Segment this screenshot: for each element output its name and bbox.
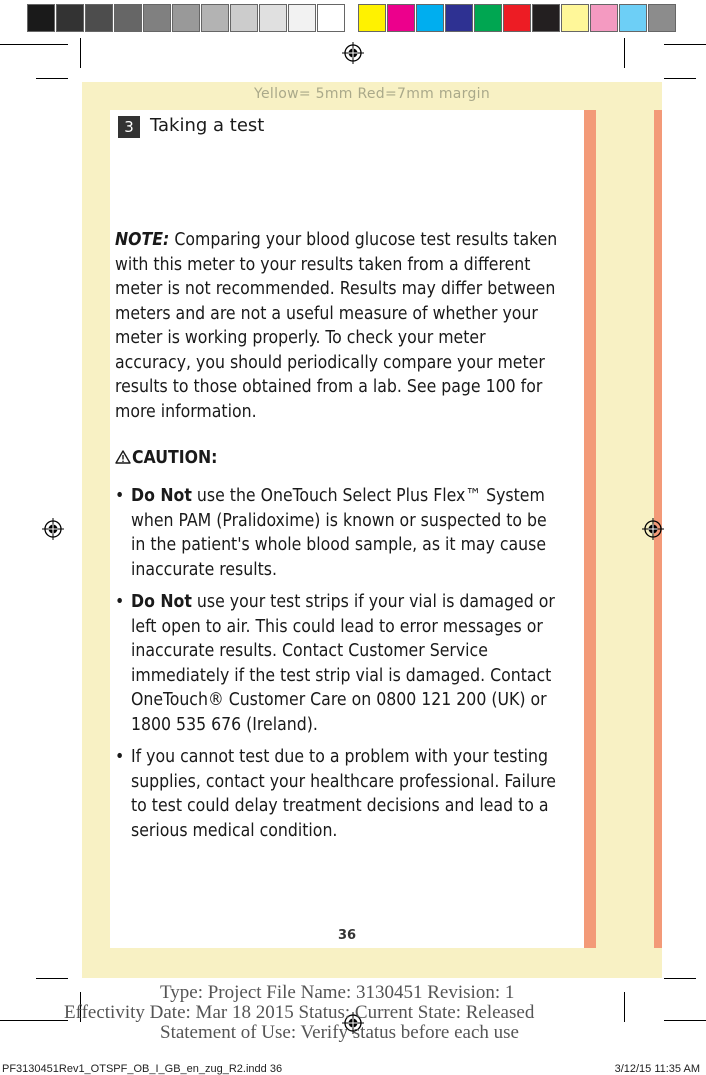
section-title: Taking a test — [150, 115, 265, 136]
bullet-emphasis: Do Not — [131, 486, 192, 506]
color-swatch — [503, 4, 531, 32]
gray-swatch — [288, 4, 316, 32]
color-swatch — [474, 4, 502, 32]
bullet: • — [115, 592, 125, 612]
color-swatch — [358, 4, 386, 32]
list-item — [115, 484, 560, 582]
crop-mark — [36, 78, 68, 79]
status-line-3: Statement of Use: Verify status before each use — [160, 1022, 519, 1043]
section-number-badge: 3 — [118, 116, 140, 138]
registration-mark-icon — [342, 42, 364, 64]
bullet-text: use the OneTouch Select Plus Flex™ System when PAM (Pralidoxime) is known or suspected to be in the patient's whole blood sample, as it may cause inaccurate results. — [131, 486, 547, 580]
margin-label: Yellow= 5mm Red=7mm margin — [253, 86, 491, 102]
registration-mark-icon — [42, 518, 64, 540]
note-text: Comparing your blood glucose test results taken with this meter to your results taken from a different meter is not recommended. Results may differ between meters and are not a useful measure of whether your meter is working properly. To check your meter accuracy, you should periodically compare your meter results to those obtained from a lab. See page 100 for more information. — [115, 230, 558, 422]
color-swatch — [532, 4, 560, 32]
crop-mark — [0, 44, 68, 45]
page-number: 36 — [337, 928, 357, 943]
bullet-text: If you cannot test due to a problem with your testing supplies, contact your healthcare professional. Failure to test could delay treatment decisions and lead to a serious medical condition. — [131, 747, 556, 841]
warning-triangle-icon — [115, 450, 131, 464]
color-swatch — [590, 4, 618, 32]
footer-filename: PF3130451Rev1_OTSPF_OB_I_GB_en_zug_R2.indd 36 — [2, 1063, 283, 1075]
list-item — [115, 590, 560, 737]
bullet-emphasis: Do Not — [131, 592, 192, 612]
caution-list — [115, 484, 560, 851]
color-swatch — [416, 4, 444, 32]
color-swatch — [445, 4, 473, 32]
footer-date: 3/12/15 11:35 AM — [614, 1063, 700, 1075]
gray-swatch — [56, 4, 84, 32]
crop-mark — [80, 38, 81, 68]
gray-swatch — [27, 4, 55, 32]
crop-mark — [664, 44, 706, 45]
crop-mark — [664, 978, 696, 979]
status-line-2: Effectivity Date: Mar 18 2015 Status: Current State: Released — [64, 1002, 535, 1023]
crop-mark — [0, 1020, 68, 1021]
gray-swatch — [259, 4, 287, 32]
color-swatch — [648, 4, 676, 32]
gray-swatch — [201, 4, 229, 32]
color-swatch — [619, 4, 647, 32]
crop-mark — [664, 78, 696, 79]
bullet-text: use your test strips if your vial is damaged or left open to air. This could lead to error messages or inaccurate results. Contact Customer Service immediately if the test strip vial is damaged. Contact OneTouch® Customer Care on 0800 121 200 (UK) or 1800 535 676 (Ireland). — [131, 592, 555, 735]
color-swatch — [387, 4, 415, 32]
red-margin-band — [584, 110, 596, 948]
gray-swatch — [172, 4, 200, 32]
gray-swatch — [230, 4, 258, 32]
gray-swatch — [143, 4, 171, 32]
note-label: NOTE: — [115, 230, 170, 250]
crop-mark — [624, 992, 625, 1022]
bullet: • — [115, 747, 125, 767]
status-line-1: Type: Project File Name: 3130451 Revision: 1 — [160, 982, 515, 1003]
color-swatch — [561, 4, 589, 32]
note-paragraph — [115, 228, 560, 424]
gray-swatch — [317, 4, 345, 32]
crop-mark — [664, 1020, 706, 1021]
crop-mark — [624, 38, 625, 68]
caution-heading — [115, 448, 217, 468]
caution-label: CAUTION: — [132, 448, 218, 468]
bullet: • — [115, 486, 125, 506]
crop-mark — [36, 978, 68, 979]
gray-swatch — [85, 4, 113, 32]
list-item — [115, 745, 560, 843]
gray-swatch — [114, 4, 142, 32]
registration-mark-icon — [642, 518, 664, 540]
